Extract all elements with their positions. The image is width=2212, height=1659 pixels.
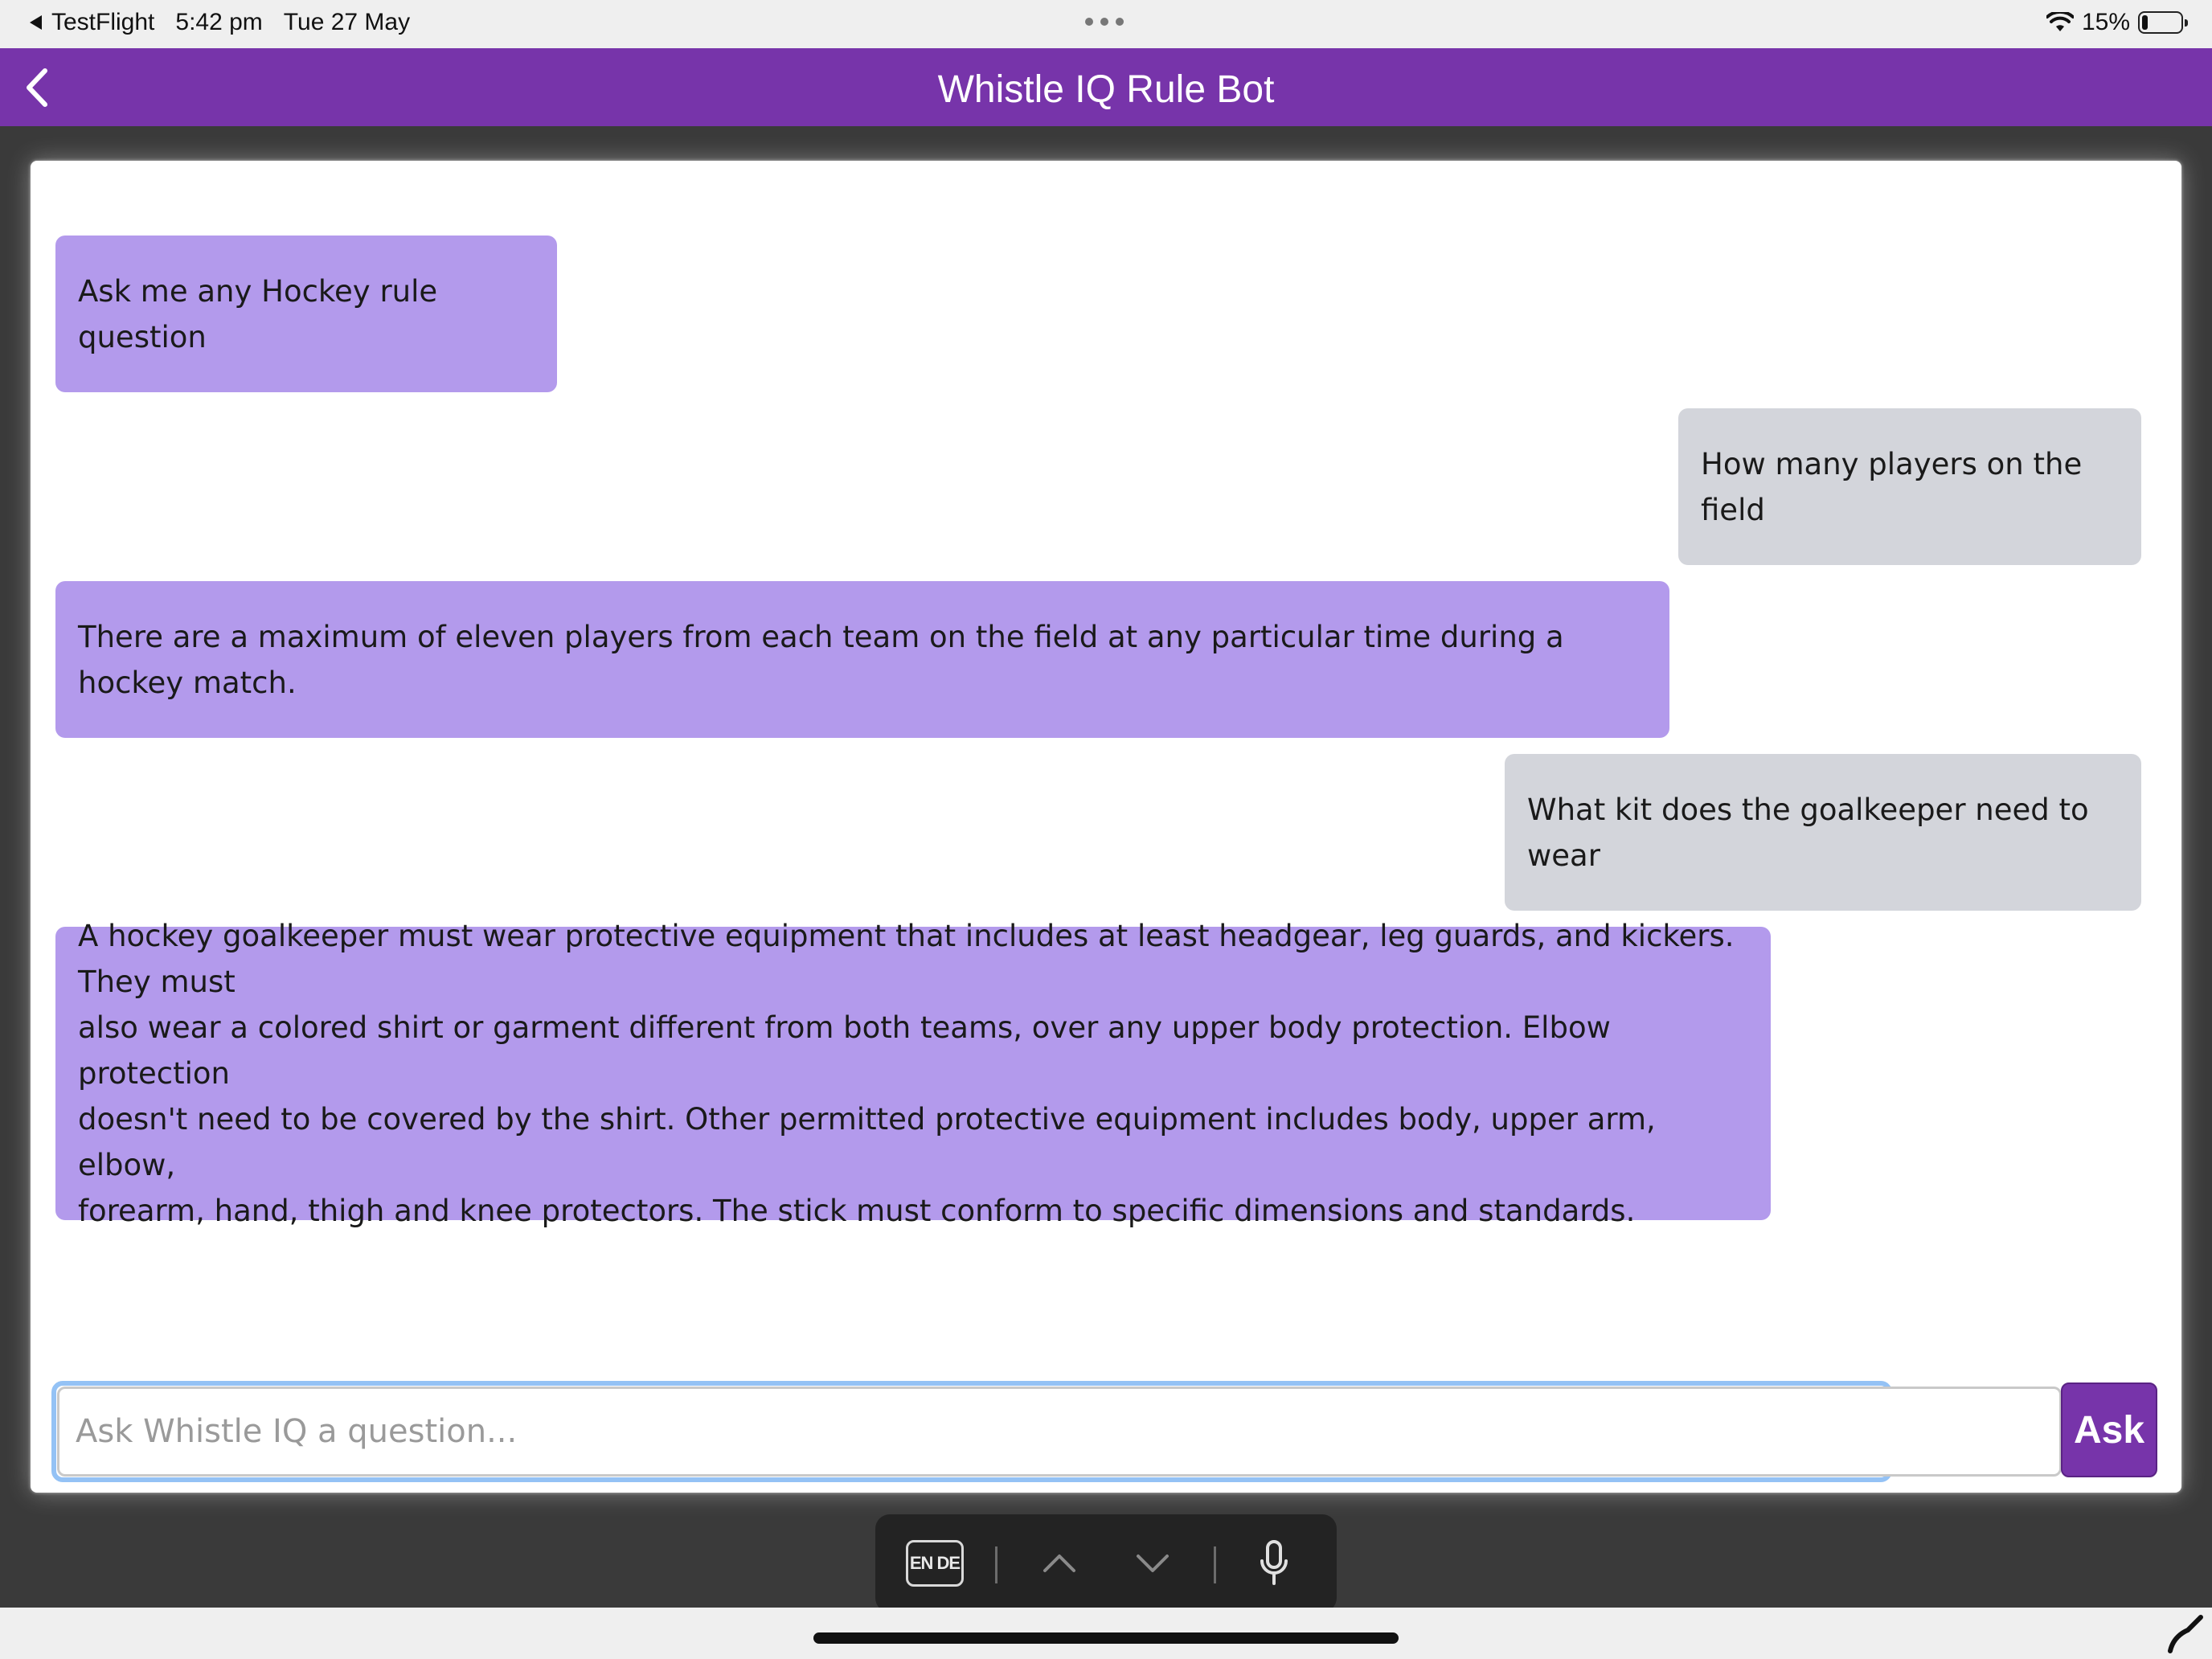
page-title: Whistle IQ Rule Bot: [937, 68, 1275, 111]
language-switch-icon[interactable]: [906, 1540, 964, 1587]
message-text: Ask me any Hockey rule question: [78, 273, 438, 354]
bot-message: [55, 919, 1771, 1228]
message-line: A hockey goalkeeper must wear protective equipment that includes at least headgear, leg guards, and kickers. They must: [78, 919, 1735, 999]
bot-message: [55, 236, 557, 392]
back-to-app-link[interactable]: [29, 9, 154, 36]
chevron-down-icon[interactable]: [1133, 1546, 1172, 1579]
chevron-up-icon[interactable]: [1040, 1546, 1079, 1579]
message-text: What kit does the goalkeeper need to wear: [1527, 792, 2089, 873]
message-text: [78, 913, 1748, 1234]
wifi-icon: [2046, 12, 2074, 33]
message-text: There are a maximum of eleven players from each team on the field at any particular time during a hockey match.: [78, 619, 1564, 700]
toolbar-divider: [995, 1546, 997, 1583]
status-date: Tue 27 May: [283, 9, 411, 35]
message-line: forearm, hand, thigh and knee protectors. The stick must conform to specific dimensions and standards.: [78, 1194, 1636, 1228]
user-message: [1678, 408, 2141, 565]
language-label: EN DE: [909, 1553, 961, 1573]
question-input[interactable]: [57, 1387, 2062, 1477]
message-text: How many players on the field: [1701, 446, 2083, 527]
status-bar: [0, 0, 2212, 48]
question-input-row: [51, 1381, 2145, 1482]
multitasking-dots-icon[interactable]: [1085, 18, 1124, 26]
back-triangle-icon: [29, 14, 43, 31]
user-message: [1505, 754, 2141, 911]
back-app-label: TestFlight: [51, 9, 155, 35]
message-line: also wear a colored shirt or garment different from both teams, over any upper body protection. Elbow protection: [78, 1010, 1611, 1091]
home-indicator[interactable]: [813, 1632, 1399, 1644]
battery-icon: [2138, 11, 2183, 34]
message-line: doesn't need to be covered by the shirt. Other permitted protective equipment includes body, upper arm, elbow,: [78, 1102, 1656, 1182]
chat-panel: [31, 161, 2181, 1493]
app-header: [0, 48, 2212, 126]
pencil-icon[interactable]: [2165, 1612, 2206, 1654]
keyboard-toolbar: [875, 1514, 1337, 1612]
battery-percent: 15%: [2081, 9, 2130, 35]
status-time: 5:42 pm: [175, 9, 263, 35]
bot-message: [55, 581, 1669, 738]
ask-button[interactable]: Ask: [2061, 1382, 2157, 1477]
microphone-icon[interactable]: [1258, 1538, 1290, 1588]
toolbar-divider: [1214, 1546, 1216, 1583]
